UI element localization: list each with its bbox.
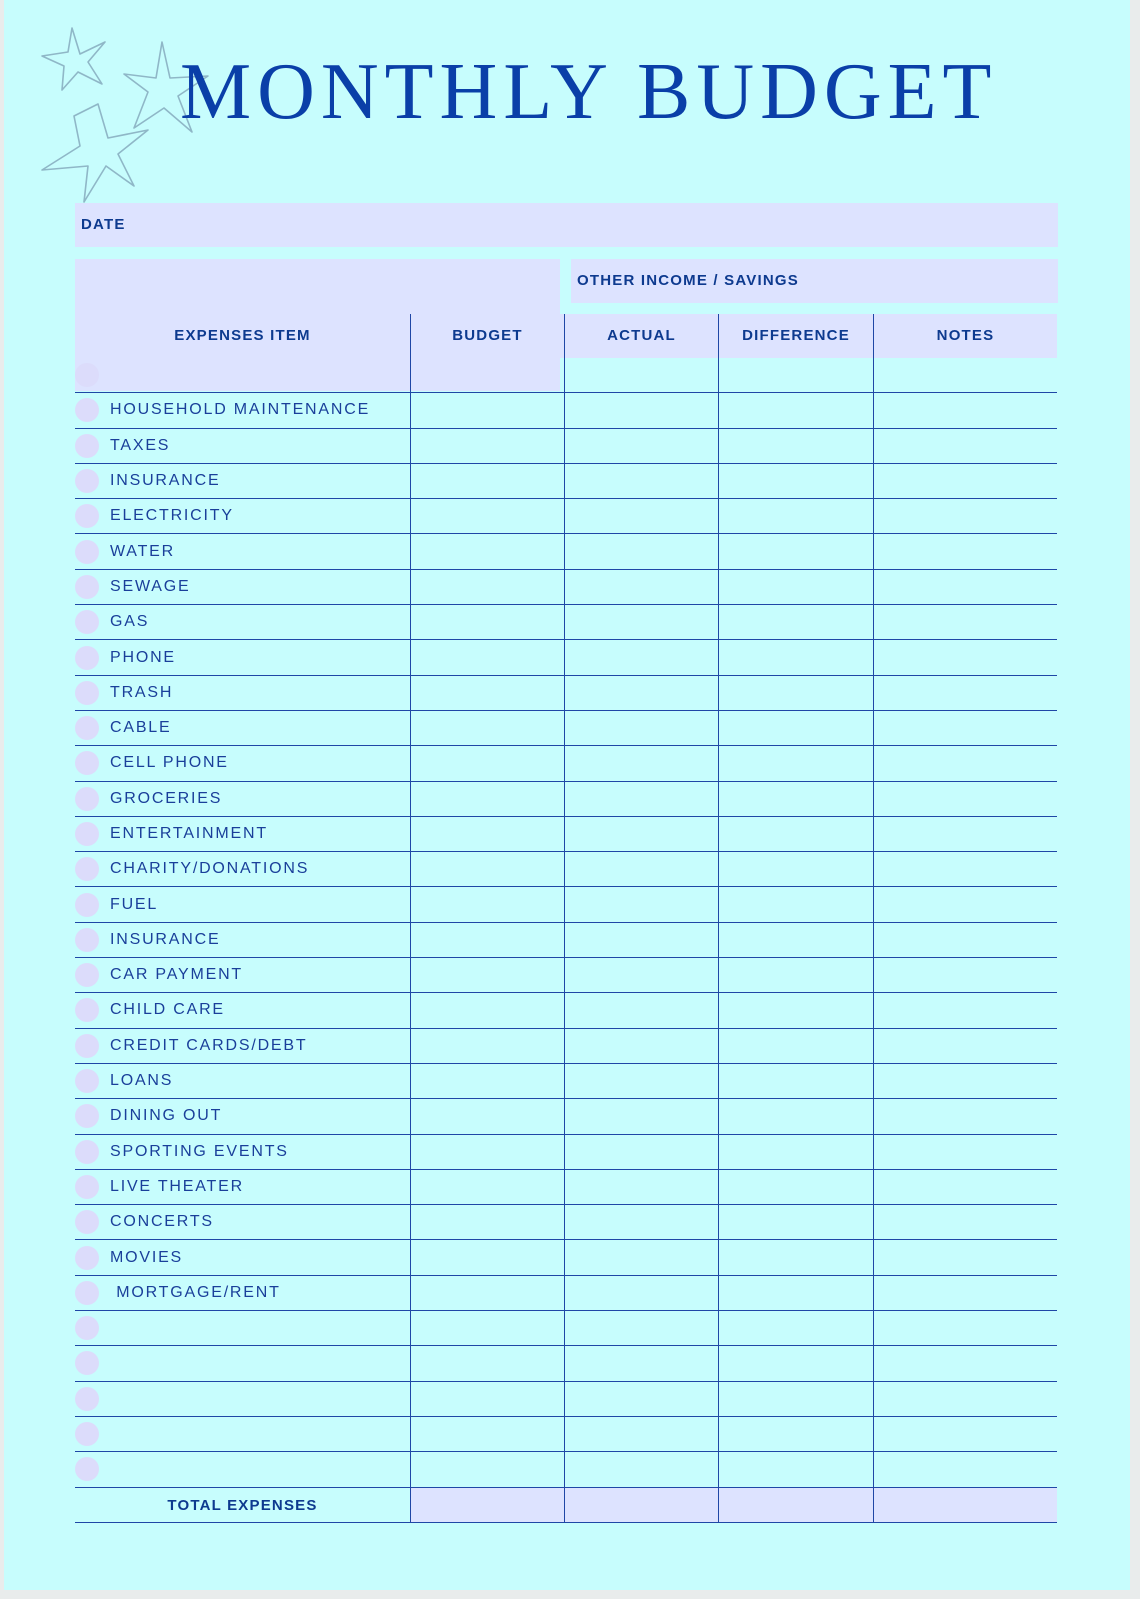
expense-item-cell[interactable]	[75, 1311, 410, 1346]
budget-cell[interactable]	[410, 1170, 564, 1205]
table-row	[75, 676, 1057, 711]
table-row	[75, 1170, 1057, 1205]
difference-cell[interactable]	[718, 1099, 873, 1134]
budget-cell[interactable]	[410, 1205, 564, 1240]
budget-cell[interactable]	[410, 746, 564, 781]
table-row	[75, 711, 1057, 746]
checkbox-circle-icon[interactable]	[75, 787, 99, 811]
expense-item-cell[interactable]	[75, 782, 410, 817]
notes-cell[interactable]	[873, 1135, 1057, 1170]
difference-cell[interactable]	[718, 817, 873, 852]
budget-cell[interactable]	[410, 605, 564, 640]
notes-cell[interactable]	[873, 958, 1057, 993]
checkbox-circle-icon[interactable]	[75, 963, 99, 987]
actual-cell[interactable]	[564, 817, 718, 852]
expense-item-cell[interactable]	[75, 1452, 410, 1487]
budget-cell[interactable]	[410, 1311, 564, 1346]
expense-item-label: DINING OUT	[110, 1107, 223, 1125]
table-row	[75, 1382, 1057, 1417]
budget-cell[interactable]	[410, 852, 564, 887]
checkbox-circle-icon[interactable]	[75, 822, 99, 846]
header-difference: DIFFERENCE	[718, 314, 873, 358]
difference-cell[interactable]	[718, 1417, 873, 1452]
table-row	[75, 1099, 1057, 1134]
budget-cell[interactable]	[410, 1452, 564, 1487]
expense-item-label: WATER	[110, 542, 175, 560]
expense-item-label: GAS	[110, 613, 150, 631]
notes-cell[interactable]	[873, 464, 1057, 499]
notes-cell[interactable]	[873, 1346, 1057, 1381]
table-row	[75, 1029, 1057, 1064]
checkbox-circle-icon[interactable]	[75, 610, 99, 634]
checkbox-circle-icon[interactable]	[75, 363, 99, 387]
table-row	[75, 1346, 1057, 1381]
expense-item-label: HOUSEHOLD MAINTENANCE	[110, 401, 371, 419]
expense-item-cell[interactable]	[75, 887, 410, 922]
actual-cell[interactable]	[564, 887, 718, 922]
checkbox-circle-icon[interactable]	[75, 1140, 99, 1164]
actual-cell[interactable]	[564, 1029, 718, 1064]
actual-cell[interactable]	[564, 993, 718, 1028]
expense-item-cell[interactable]	[75, 676, 410, 711]
expense-item-cell[interactable]	[75, 817, 410, 852]
expense-item-cell[interactable]	[75, 570, 410, 605]
checkbox-circle-icon[interactable]	[75, 1316, 99, 1340]
expense-item-label: FUEL	[110, 895, 159, 913]
difference-cell[interactable]	[718, 782, 873, 817]
notes-cell[interactable]	[873, 534, 1057, 569]
checkbox-circle-icon[interactable]	[75, 1387, 99, 1411]
budget-cell[interactable]	[410, 676, 564, 711]
expense-item-label: CONCERTS	[110, 1213, 214, 1231]
budget-cell[interactable]	[410, 711, 564, 746]
actual-cell[interactable]	[564, 1064, 718, 1099]
table-row	[75, 958, 1057, 993]
checkbox-circle-icon[interactable]	[75, 1246, 99, 1270]
difference-cell[interactable]	[718, 464, 873, 499]
expense-item-cell[interactable]	[75, 464, 410, 499]
expense-item-label: ELECTRICITY	[110, 507, 234, 525]
difference-cell[interactable]	[718, 605, 873, 640]
difference-cell[interactable]	[718, 923, 873, 958]
notes-cell[interactable]	[873, 1029, 1057, 1064]
actual-cell[interactable]	[564, 1452, 718, 1487]
actual-cell[interactable]	[564, 393, 718, 428]
expense-item-label: MORTGAGE/RENT	[110, 1283, 281, 1301]
difference-cell[interactable]	[718, 1135, 873, 1170]
difference-cell[interactable]	[718, 429, 873, 464]
budget-cell[interactable]	[410, 923, 564, 958]
difference-cell[interactable]	[718, 676, 873, 711]
difference-cell[interactable]	[718, 1205, 873, 1240]
difference-cell[interactable]	[718, 1346, 873, 1381]
table-row	[75, 570, 1057, 605]
expense-item-cell[interactable]	[75, 1099, 410, 1134]
notes-cell[interactable]	[873, 1311, 1057, 1346]
actual-cell[interactable]	[564, 429, 718, 464]
expense-item-cell[interactable]	[75, 1346, 410, 1381]
date-label: DATE	[81, 216, 126, 233]
checkbox-circle-icon[interactable]	[75, 1422, 99, 1446]
page-title: MONTHLY BUDGET	[180, 48, 998, 136]
expense-item-label: INSURANCE	[110, 930, 221, 948]
total-actual-cell[interactable]	[564, 1488, 718, 1523]
expense-item-cell[interactable]	[75, 1205, 410, 1240]
expense-item-label: TAXES	[110, 436, 171, 454]
checkbox-circle-icon[interactable]	[75, 751, 99, 775]
expenses-table	[75, 314, 1057, 1523]
header-notes: NOTES	[873, 314, 1057, 358]
checkbox-circle-icon[interactable]	[75, 1457, 99, 1481]
expense-item-cell[interactable]	[75, 1240, 410, 1275]
table-row	[75, 393, 1057, 428]
expense-item-label: LOANS	[110, 1072, 174, 1090]
actual-cell[interactable]	[564, 1240, 718, 1275]
actual-cell[interactable]	[564, 534, 718, 569]
actual-cell[interactable]	[564, 711, 718, 746]
expense-item-cell[interactable]	[75, 852, 410, 887]
budget-cell[interactable]	[410, 1099, 564, 1134]
expense-item-cell[interactable]	[75, 429, 410, 464]
table-row	[75, 1452, 1057, 1487]
checkbox-circle-icon[interactable]	[75, 540, 99, 564]
checkbox-circle-icon[interactable]	[75, 1104, 99, 1128]
budget-cell[interactable]	[410, 499, 564, 534]
difference-cell[interactable]	[718, 570, 873, 605]
actual-cell[interactable]	[564, 1382, 718, 1417]
expense-item-cell[interactable]	[75, 605, 410, 640]
difference-cell[interactable]	[718, 534, 873, 569]
checkbox-circle-icon[interactable]	[75, 646, 99, 670]
notes-cell[interactable]	[873, 570, 1057, 605]
notes-cell[interactable]	[873, 1064, 1057, 1099]
checkbox-circle-icon[interactable]	[75, 716, 99, 740]
checkbox-circle-icon[interactable]	[75, 1069, 99, 1093]
table-row	[75, 429, 1057, 464]
expense-item-label: CHILD CARE	[110, 1001, 225, 1019]
table-row	[75, 1064, 1057, 1099]
checkbox-circle-icon[interactable]	[75, 893, 99, 917]
table-row	[75, 993, 1057, 1028]
notes-cell[interactable]	[873, 746, 1057, 781]
actual-cell[interactable]	[564, 499, 718, 534]
checkbox-circle-icon[interactable]	[75, 398, 99, 422]
notes-cell[interactable]	[873, 393, 1057, 428]
notes-cell[interactable]	[873, 993, 1057, 1028]
table-row	[75, 1240, 1057, 1275]
difference-cell[interactable]	[718, 1029, 873, 1064]
header-actual: ACTUAL	[564, 314, 718, 358]
checkbox-circle-icon[interactable]	[75, 575, 99, 599]
checkbox-circle-icon[interactable]	[75, 469, 99, 493]
actual-cell[interactable]	[564, 852, 718, 887]
checkbox-circle-icon[interactable]	[75, 857, 99, 881]
budget-cell[interactable]	[410, 1382, 564, 1417]
expense-item-cell[interactable]	[75, 746, 410, 781]
notes-cell[interactable]	[873, 499, 1057, 534]
checkbox-circle-icon[interactable]	[75, 1034, 99, 1058]
table-row	[75, 887, 1057, 922]
actual-cell[interactable]	[564, 358, 718, 393]
budget-cell[interactable]	[410, 887, 564, 922]
total-budget-cell[interactable]	[410, 1488, 564, 1523]
notes-cell[interactable]	[873, 1382, 1057, 1417]
checkbox-circle-icon[interactable]	[75, 681, 99, 705]
expense-item-cell[interactable]	[75, 640, 410, 675]
notes-cell[interactable]	[873, 429, 1057, 464]
budget-cell[interactable]	[410, 534, 564, 569]
difference-cell[interactable]	[718, 958, 873, 993]
table-row	[75, 605, 1057, 640]
actual-cell[interactable]	[564, 1135, 718, 1170]
checkbox-circle-icon[interactable]	[75, 1281, 99, 1305]
expense-item-label: INSURANCE	[110, 472, 221, 490]
expense-item-cell[interactable]	[75, 1029, 410, 1064]
table-row	[75, 534, 1057, 569]
difference-cell[interactable]	[718, 746, 873, 781]
difference-cell[interactable]	[718, 852, 873, 887]
expense-item-cell[interactable]	[75, 1170, 410, 1205]
table-row	[75, 782, 1057, 817]
actual-cell[interactable]	[564, 746, 718, 781]
budget-cell[interactable]	[410, 1276, 564, 1311]
expense-item-label: ENTERTAINMENT	[110, 825, 268, 842]
total-expenses-row	[75, 1488, 1057, 1523]
actual-cell[interactable]	[564, 464, 718, 499]
difference-cell[interactable]	[718, 1382, 873, 1417]
budget-cell[interactable]	[410, 958, 564, 993]
expense-item-label: TRASH	[110, 683, 174, 701]
table-row	[75, 1135, 1057, 1170]
notes-cell[interactable]	[873, 605, 1057, 640]
notes-cell[interactable]	[873, 1205, 1057, 1240]
difference-cell[interactable]	[718, 393, 873, 428]
notes-cell[interactable]	[873, 640, 1057, 675]
budget-cell[interactable]	[410, 640, 564, 675]
notes-cell[interactable]	[873, 782, 1057, 817]
notes-cell[interactable]	[873, 923, 1057, 958]
difference-cell[interactable]	[718, 711, 873, 746]
difference-cell[interactable]	[718, 1240, 873, 1275]
notes-cell[interactable]	[873, 1170, 1057, 1205]
budget-cell[interactable]	[410, 993, 564, 1028]
actual-cell[interactable]	[564, 640, 718, 675]
difference-cell[interactable]	[718, 1170, 873, 1205]
expense-item-label: CAR PAYMENT	[110, 966, 243, 984]
table-header-row	[75, 314, 1057, 358]
difference-cell[interactable]	[718, 1452, 873, 1487]
expense-item-label: SPORTING EVENTS	[110, 1142, 289, 1160]
other-income-label: OTHER INCOME / SAVINGS	[577, 272, 799, 289]
header-budget: BUDGET	[410, 314, 564, 358]
table-row	[75, 1205, 1057, 1240]
expense-item-cell[interactable]	[75, 1064, 410, 1099]
notes-cell[interactable]	[873, 1276, 1057, 1311]
expense-item-label: LIVE THEATER	[110, 1177, 244, 1195]
date-field[interactable]	[75, 203, 1058, 247]
budget-cell[interactable]	[410, 393, 564, 428]
checkbox-circle-icon[interactable]	[75, 434, 99, 458]
actual-cell[interactable]	[564, 1276, 718, 1311]
notes-cell[interactable]	[873, 711, 1057, 746]
table-row	[75, 746, 1057, 781]
checkbox-circle-icon[interactable]	[75, 504, 99, 528]
expense-item-label: CABLE	[110, 719, 172, 737]
expense-item-label: MOVIES	[110, 1248, 184, 1266]
table-row	[75, 1311, 1057, 1346]
table-row	[75, 1417, 1057, 1452]
budget-cell[interactable]	[410, 1135, 564, 1170]
notes-cell[interactable]	[873, 1417, 1057, 1452]
total-difference-cell[interactable]	[718, 1488, 873, 1523]
checkbox-circle-icon[interactable]	[75, 928, 99, 952]
budget-cell[interactable]	[410, 1346, 564, 1381]
expense-item-cell[interactable]	[75, 958, 410, 993]
expense-item-cell[interactable]	[75, 1417, 410, 1452]
table-row	[75, 358, 1057, 393]
expense-item-cell[interactable]	[75, 711, 410, 746]
total-expenses-label: TOTAL EXPENSES	[75, 1488, 410, 1523]
checkbox-circle-icon[interactable]	[75, 1210, 99, 1234]
expense-item-cell[interactable]	[75, 534, 410, 569]
actual-cell[interactable]	[564, 1417, 718, 1452]
table-row	[75, 852, 1057, 887]
notes-cell[interactable]	[873, 676, 1057, 711]
expense-item-label: GROCERIES	[110, 789, 223, 807]
actual-cell[interactable]	[564, 1346, 718, 1381]
expense-item-label: SEWAGE	[110, 577, 191, 595]
header-expenses-item: EXPENSES ITEM	[75, 314, 410, 358]
expense-item-cell[interactable]	[75, 393, 410, 428]
notes-cell[interactable]	[873, 852, 1057, 887]
budget-cell[interactable]	[410, 782, 564, 817]
budget-cell[interactable]	[410, 570, 564, 605]
expense-item-label: CHARITY/DONATIONS	[110, 860, 310, 878]
difference-cell[interactable]	[718, 640, 873, 675]
table-row	[75, 464, 1057, 499]
table-row	[75, 1276, 1057, 1311]
actual-cell[interactable]	[564, 1099, 718, 1134]
table-row	[75, 817, 1057, 852]
difference-cell[interactable]	[718, 499, 873, 534]
budget-cell[interactable]	[410, 1064, 564, 1099]
actual-cell[interactable]	[564, 676, 718, 711]
difference-cell[interactable]	[718, 887, 873, 922]
expense-item-cell[interactable]	[75, 993, 410, 1028]
budget-cell[interactable]	[410, 429, 564, 464]
actual-cell[interactable]	[564, 570, 718, 605]
difference-cell[interactable]	[718, 358, 873, 393]
expense-item-cell[interactable]	[75, 1276, 410, 1311]
budget-cell[interactable]	[410, 817, 564, 852]
difference-cell[interactable]	[718, 1276, 873, 1311]
checkbox-circle-icon[interactable]	[75, 1175, 99, 1199]
difference-cell[interactable]	[718, 1064, 873, 1099]
expense-item-cell[interactable]	[75, 1382, 410, 1417]
notes-cell[interactable]	[873, 1452, 1057, 1487]
actual-cell[interactable]	[564, 1205, 718, 1240]
notes-cell[interactable]	[873, 887, 1057, 922]
actual-cell[interactable]	[564, 782, 718, 817]
budget-cell[interactable]	[410, 358, 564, 393]
checkbox-circle-icon[interactable]	[75, 1351, 99, 1375]
notes-cell[interactable]	[873, 817, 1057, 852]
budget-cell[interactable]	[410, 1240, 564, 1275]
budget-cell[interactable]	[410, 1029, 564, 1064]
expense-item-cell[interactable]	[75, 358, 410, 393]
table-body	[75, 358, 1057, 1488]
notes-cell[interactable]	[873, 1240, 1057, 1275]
notes-cell[interactable]	[873, 1099, 1057, 1134]
table-row	[75, 640, 1057, 675]
checkbox-circle-icon[interactable]	[75, 998, 99, 1022]
difference-cell[interactable]	[718, 993, 873, 1028]
expense-item-label: CREDIT CARDS/DEBT	[110, 1036, 308, 1054]
expense-item-cell[interactable]	[75, 923, 410, 958]
expense-item-label: CELL PHONE	[110, 754, 229, 772]
difference-cell[interactable]	[718, 1311, 873, 1346]
table-row	[75, 923, 1057, 958]
actual-cell[interactable]	[564, 923, 718, 958]
notes-cell[interactable]	[873, 358, 1057, 393]
budget-cell[interactable]	[410, 464, 564, 499]
actual-cell[interactable]	[564, 605, 718, 640]
actual-cell[interactable]	[564, 1170, 718, 1205]
other-income-field[interactable]	[571, 259, 1058, 303]
expense-item-cell[interactable]	[75, 499, 410, 534]
actual-cell[interactable]	[564, 958, 718, 993]
expense-item-label: PHONE	[110, 648, 176, 666]
budget-cell[interactable]	[410, 1417, 564, 1452]
actual-cell[interactable]	[564, 1311, 718, 1346]
total-notes-cell[interactable]	[873, 1488, 1057, 1523]
expense-item-cell[interactable]	[75, 1135, 410, 1170]
table-row	[75, 499, 1057, 534]
